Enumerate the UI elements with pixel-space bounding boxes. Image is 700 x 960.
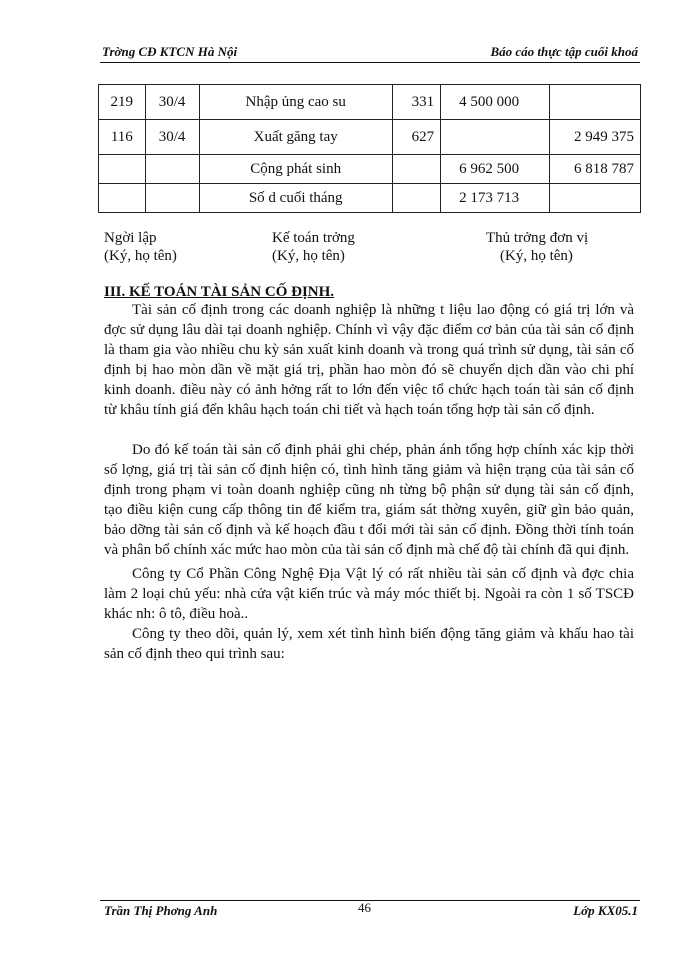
header-report-title: Báo cáo thực tập cuối khoá <box>490 44 638 59</box>
cell-number <box>99 155 146 184</box>
cell-date: 30/4 <box>145 120 199 155</box>
cell-number: 116 <box>99 120 146 155</box>
cell-credit: 6 818 787 <box>549 155 640 184</box>
footer-author: Trần Thị Phơng Anh <box>104 903 218 918</box>
cell-number <box>99 184 146 213</box>
paragraph: Công ty Cổ Phần Công Nghệ Địa Vật lý có rất nhiều tài sản cố định và đợc chia làm 2 loại chủ yếu: nhà cửa vật kiến trúc và máy móc thiết bị. Ngoài ra còn 1 số TSCĐ khác nh: ô tô, điều hoà.. <box>104 566 634 622</box>
paragraph: Công ty theo dõi, quản lý, xem xét tình hình biến động tăng giảm và khấu hao tài sản cố định theo qui trình sau: <box>104 626 634 662</box>
signature-title: Kế toán trởng <box>272 230 355 246</box>
cell-account: 627 <box>392 120 440 155</box>
signature-title: Ngời lập <box>104 230 157 246</box>
signature-title: Thủ trởng đơn vị <box>486 230 589 246</box>
cell-debit: 2 173 713 <box>441 184 550 213</box>
cell-description: Xuất găng tay <box>199 120 392 155</box>
cell-account <box>392 184 440 213</box>
page-number: 46 <box>358 900 371 915</box>
header-school: Trờng CĐ KTCN Hà Nội <box>102 44 238 59</box>
cell-credit: 2 949 375 <box>549 120 640 155</box>
page-header <box>100 40 640 63</box>
table-row <box>99 184 641 213</box>
table-row <box>99 85 641 120</box>
cell-account <box>392 155 440 184</box>
signature-preparer <box>104 229 177 265</box>
paragraph: Tài sản cố định trong các doanh nghiệp là những t liệu lao động có giá trị lớn và đợc sử dụng lâu dài tại doanh nghiệp. Chính vì vậy đặc điểm cơ bản của tài sản cố định là tham gia vào nhiều chu kỳ sản xuất kinh doanh và trong quá trình sử dụng, tài sản cố định bị hao mòn dần về mặt giá trị, phần hao mòn đó sẽ chuyển dịch dần vào chi phí kinh doanh. điều này có ảnh hởng rất to lớn đến việc tổ chức hạch toán tài sản cố định từ khâu tính giá đến khâu hạch toán chi tiết và hạch toán tổng hợp tài sản cố định. <box>104 302 634 418</box>
cell-date <box>145 184 199 213</box>
signature-chief-accountant <box>272 229 355 265</box>
cell-credit <box>549 184 640 213</box>
cell-description: Số d cuối tháng <box>199 184 392 213</box>
table-row <box>99 155 641 184</box>
ledger-table <box>98 84 641 213</box>
signature-head-of-unit <box>486 229 588 265</box>
section-title: III. KẾ TOÁN TÀI SẢN CỐ ĐỊNH. <box>104 284 335 300</box>
cell-debit <box>441 120 550 155</box>
cell-date <box>145 155 199 184</box>
paragraph: Do đó kế toán tài sản cố định phải ghi chép, phản ánh tổng hợp chính xác kịp thời số lợng, giá trị tài sản cố định hiện có, tình hình tăng giảm và hiện trạng của tài sản cố định trong phạm vi toàn doanh nghiệp cũng nh từng bộ phận sử dụng tài sản cố định, tạo điều kiện cung cấp thông tin để kiểm tra, giám sát thờng xuyên, giữ gìn bảo quản, bảo dỡng tài sản cố định và kế hoạch đầu t đổi mới tài sản cố định. Đồng thời tính toán và phân bổ chính xác mức hao mòn của tài sản cố định mà chế độ tài chính đã qui định. <box>104 442 634 558</box>
table-row <box>99 120 641 155</box>
cell-account: 331 <box>392 85 440 120</box>
signature-note: (Ký, họ tên) <box>104 248 177 264</box>
cell-date: 30/4 <box>145 85 199 120</box>
signature-note: (Ký, họ tên) <box>272 248 345 264</box>
cell-credit <box>549 85 640 120</box>
cell-debit: 4 500 000 <box>441 85 550 120</box>
cell-description: Cộng phát sinh <box>199 155 392 184</box>
cell-debit: 6 962 500 <box>441 155 550 184</box>
signature-note: (Ký, họ tên) <box>500 248 573 264</box>
footer-class: Lớp KX05.1 <box>573 903 638 918</box>
cell-number: 219 <box>99 85 146 120</box>
cell-description: Nhập ủng cao su <box>199 85 392 120</box>
